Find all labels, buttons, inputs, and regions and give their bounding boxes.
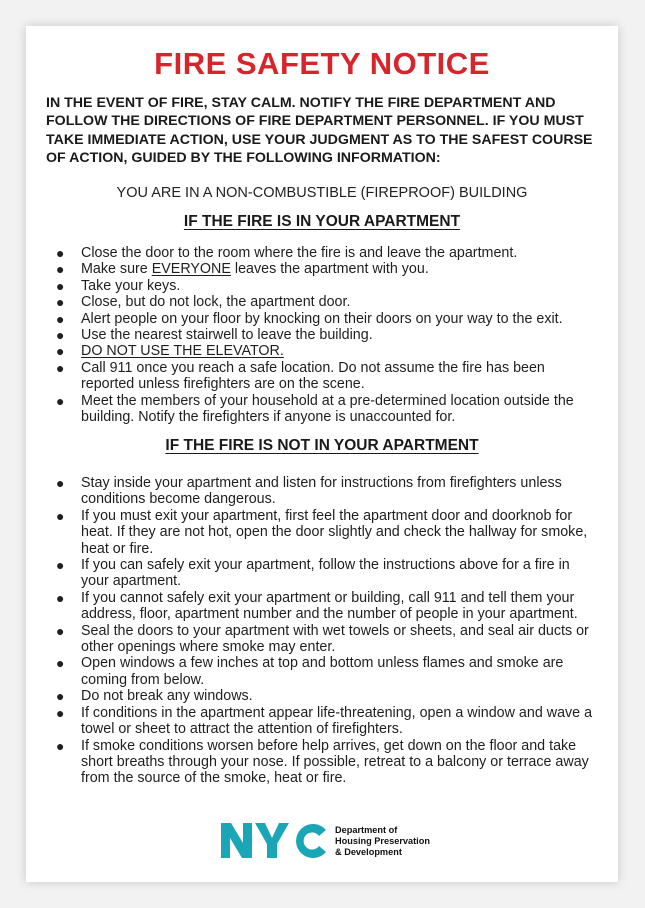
bullet-icon: ● xyxy=(56,294,65,311)
building-type: YOU ARE IN A NON-COMBUSTIBLE (FIREPROOF) BUILDING xyxy=(116,185,528,201)
list-item: ● Close the door to the room where the fire is and leave the apartment. xyxy=(56,245,518,261)
section-in-apartment-heading: IF THE FIRE IS IN YOUR APARTMENT xyxy=(183,213,461,230)
no-elevator-warning: DO NOT USE THE ELEVATOR. xyxy=(81,343,284,360)
bullet-icon: ● xyxy=(56,359,65,376)
bullet-icon: ● xyxy=(56,245,65,261)
bullet-icon: ● xyxy=(56,261,65,278)
bullet-icon: ● xyxy=(56,737,65,754)
bullet-icon: ● xyxy=(56,392,65,409)
list-item xyxy=(53,343,593,359)
bullet-icon: ● xyxy=(56,557,65,574)
bullet-icon: ● xyxy=(56,475,65,491)
list-item xyxy=(53,261,593,277)
intro-paragraph: IN THE EVENT OF FIRE, STAY CALM. NOTIFY THE FIRE DEPARTMENT AND FOLLOW THE DIRECTIONS OF FIRE DEPARTMENT PERSONNEL. IF YOU MUST TAKE IMMEDIATE ACTION, USE YOUR JUDGMENT AS TO THE SAFEST COURSE OF ACTION, GUIDED BY THE FOLLOWING INFORMATION: xyxy=(46,95,593,167)
list-item: ● Alert people on your floor by knocking on their doors on your way to the exit. xyxy=(56,310,563,327)
list-item: ● Close, but do not lock, the apartment door. xyxy=(56,294,351,311)
list-item: ● Meet the members of your household at a pre-determined location outside the building. Notify the firefighters if anyone is unaccounted for. xyxy=(56,392,574,426)
nyc-logo-icon xyxy=(219,821,329,861)
list-item: ● Call 911 once you reach a safe location. Do not assume the fire has been reported unless firefighters are on the scene. xyxy=(56,359,545,393)
list-item: ● Seal the doors to your apartment with wet towels or sheets, and seal air ducts or other openings where smoke may enter. xyxy=(56,622,589,656)
notice-sheet xyxy=(26,26,618,882)
list-item: ● Open windows a few inches at top and bottom unless flames and smoke are coming from below. xyxy=(56,655,564,688)
not-in-apartment-list xyxy=(53,475,593,787)
bullet-icon: ● xyxy=(56,688,65,705)
bullet-icon: ● xyxy=(56,622,65,639)
list-item: ● Do not break any windows. xyxy=(56,688,253,705)
bullet-icon: ● xyxy=(56,655,65,672)
section-not-in-apartment-heading: IF THE FIRE IS NOT IN YOUR APARTMENT xyxy=(165,437,479,454)
list-item: ● If you must exit your apartment, first feel the apartment door and doorknob for heat. If they are not hot, open the door slightly and check the hallway for smoke, heat or fire. xyxy=(56,507,588,557)
bullet-icon: ● xyxy=(56,327,65,344)
list-item: ● If conditions in the apartment appear life-threatening, open a window and wave a towel or sheet to attract the attention of firefighters. xyxy=(56,704,593,738)
bullet-icon: ● xyxy=(56,277,65,294)
notice-title: FIRE SAFETY NOTICE xyxy=(154,46,490,81)
list-item: ● Take your keys. xyxy=(56,277,181,294)
everyone-emphasis: EVERYONE xyxy=(151,261,231,278)
in-apartment-list xyxy=(53,245,593,425)
bullet-icon: ● xyxy=(56,589,65,606)
emphasized-everyone-item: Make sure EVERYONE leaves the apartment with you. xyxy=(81,261,429,278)
bullet-icon: ● xyxy=(56,704,65,721)
list-item: ● Stay inside your apartment and listen for instructions from firefighters unless conditions become dangerous. xyxy=(56,475,562,508)
list-item: ● If you cannot safely exit your apartment or building, call 911 and tell them your address, floor, apartment number and the number of people in your apartment. xyxy=(56,589,578,623)
list-item: ● If smoke conditions worsen before help arrives, get down on the floor and take short breaths through your nose. If possible, retreat to a balcony or terrace away from the source of the smoke, heat or fire. xyxy=(56,737,589,787)
list-item: ● Use the nearest stairwell to leave the building. xyxy=(56,327,373,344)
bullet-icon: ● xyxy=(56,343,65,360)
department-name: Department of Housing Preservation & Development xyxy=(335,825,430,857)
bullet-icon: ● xyxy=(56,507,65,524)
list-item: ● If you can safely exit your apartment, follow the instructions above for a fire in your apartment. xyxy=(56,557,570,590)
bullet-icon: ● xyxy=(56,310,65,327)
hpd-logo xyxy=(219,821,439,861)
